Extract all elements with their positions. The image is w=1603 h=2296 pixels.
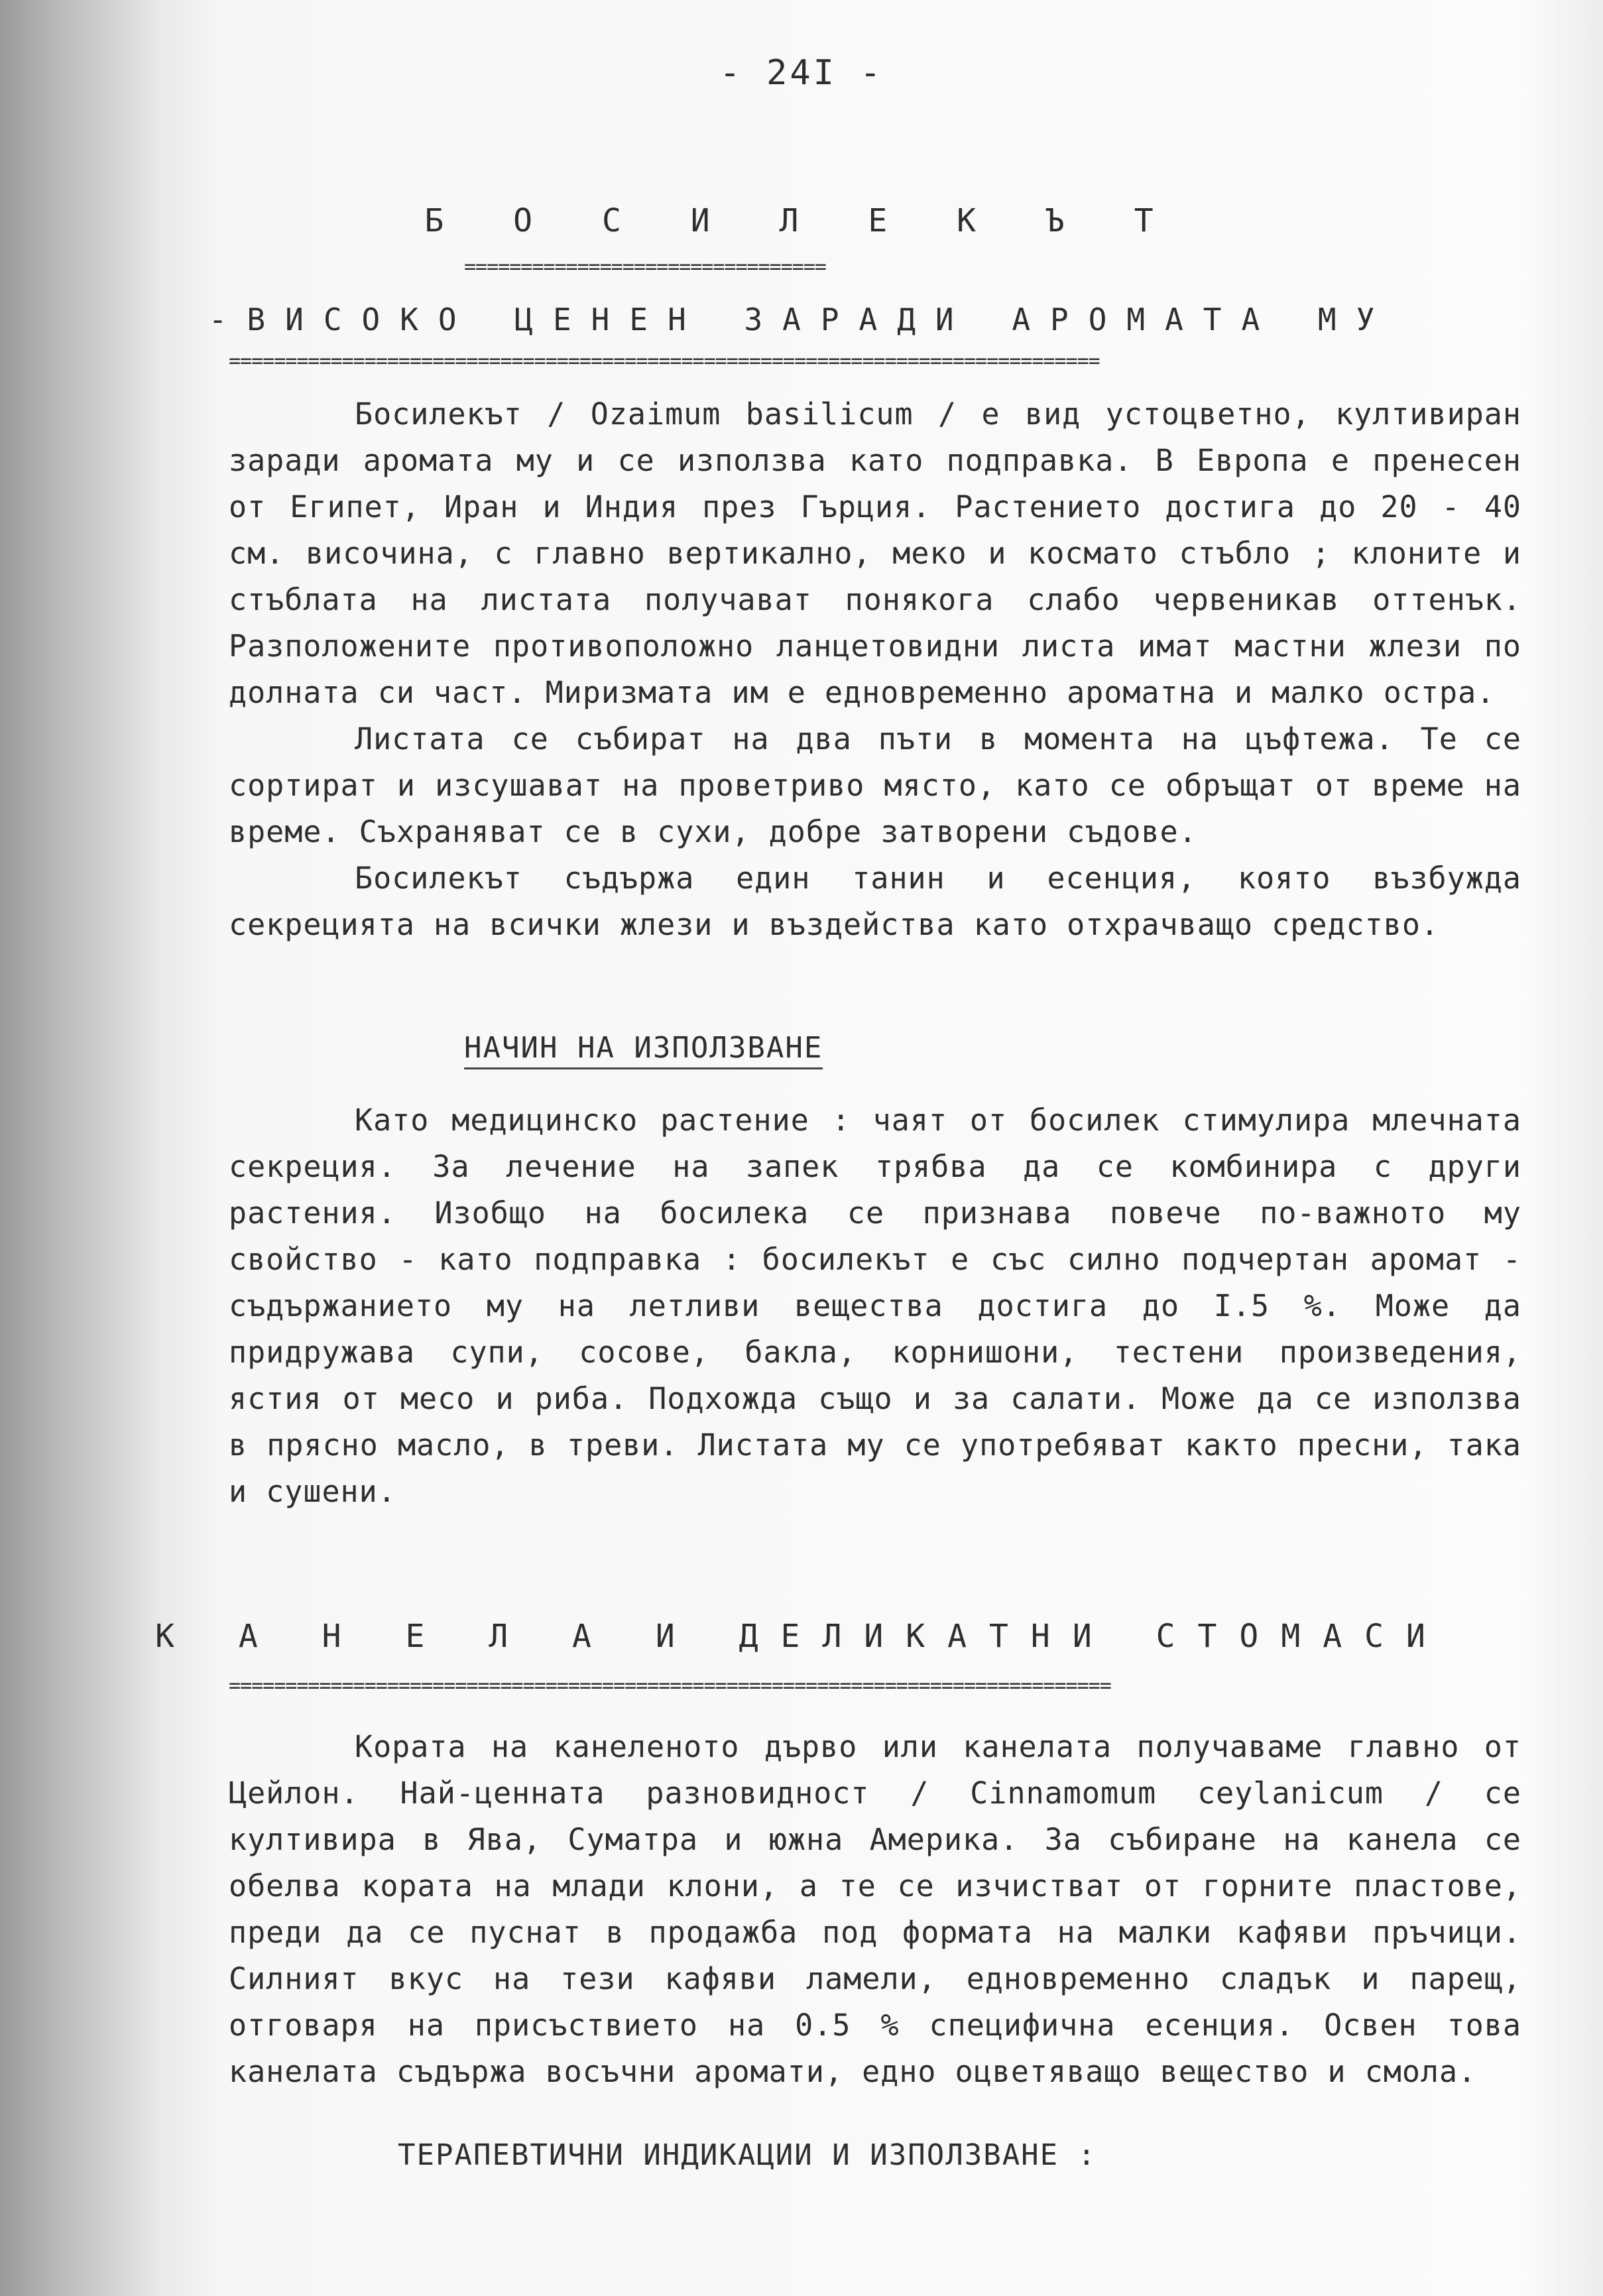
basil-paragraph-1: Босилекът / Ozaimum basilicum / е вид устоцветно, култивиран заради аромата му и се използва като подправка. В Европа е пренесен от Египет, Иран и Индия през Гърция. Растението достига до 20 - 40 см. височина, с главно вертикално, меко и космато стъбло ; клоните и стъблата на листата получават понякога слабо червеникав оттенък. Разположените противоположно ланцетовидни листа имат мастни жлези по долната си част. Миризмата им е едновременно ароматна и малко остра. [229,396,1521,710]
page-number: - 24I - [719,53,884,93]
section-title-cinnamon: К А Н Е Л А И ДЕЛИКАТНИ СТОМАСИ [155,1618,1448,1655]
basil-paragraph-3: Босилекът съдържа един танин и есенция, която възбужда секрецията на всички жлези и въздейства като отхрачващо средство. [229,861,1521,942]
therapy-heading: ТЕРАПЕВТИЧНИ ИНДИКАЦИИ И ИЗПОЛЗВАНЕ : [398,2138,1097,2172]
usage-heading: НАЧИН НА ИЗПОЛЗВАНЕ [464,1031,823,1069]
basil-paragraph-2: Листата се събират на два пъти в момента на цъфтежа. Те се сортират и изсушават на проветриво място, като се обръщат от време на време. Съхраняват се в сухи, добре затворени съдове. [229,721,1521,849]
basil-usage [229,1097,1521,1515]
basil-usage-paragraph: Като медицинско растение : чаят от босилек стимулира млечната секреция. За лечение на запек трябва да се комбинира с други растения. Изобщо на босилека се признава повече по-важното му свойство - като подправка : босилекът е със силно подчертан аромат - съдържанието му на летливи вещества достига до I.5 %. Може да придружава супи, сосове, бакла, корнишони, тестени произведения, ястия от месо и риба. Подхожда също и за салати. Може да се използва в прясно масло, в треви. Листата му се употребяват както пресни, така и сушени. [229,1103,1521,1509]
section-title-basil: Б О С И Л Е К Ъ Т [424,202,1179,239]
section-subtitle-basil: -ВИСОКО ЦЕНЕН ЗАРАДИ АРОМАТА МУ [208,302,1395,337]
subtitle-underline: ============================================================================= [229,349,1100,373]
title-underline-short: ================================ [464,255,826,278]
cinnamon-description [229,1724,1521,2095]
cinnamon-paragraph-1: Кората на канеленото дърво или канелата получаваме главно от Цейлон. Най-ценната разновидност / Cinnamomum ceylanicum / се култивира в Ява, Суматра и южна Америка. За събиране на канела се обелва кората на млади клони, а те се изчистват от горните пластове, преди да се пуснат в продажба под формата на малки кафяви пръчици. Силният вкус на тези кафяви ламели, едновременно сладък и парещ, отговаря на присъствието на 0.5 % специфична есенция. Освен това канелата съдържа восъчни аромати, едно оцветяващо вещество и смола. [229,1729,1521,2089]
basil-description [229,391,1521,948]
cinnamon-title-underline: ============================================================================== [229,1674,1111,1697]
